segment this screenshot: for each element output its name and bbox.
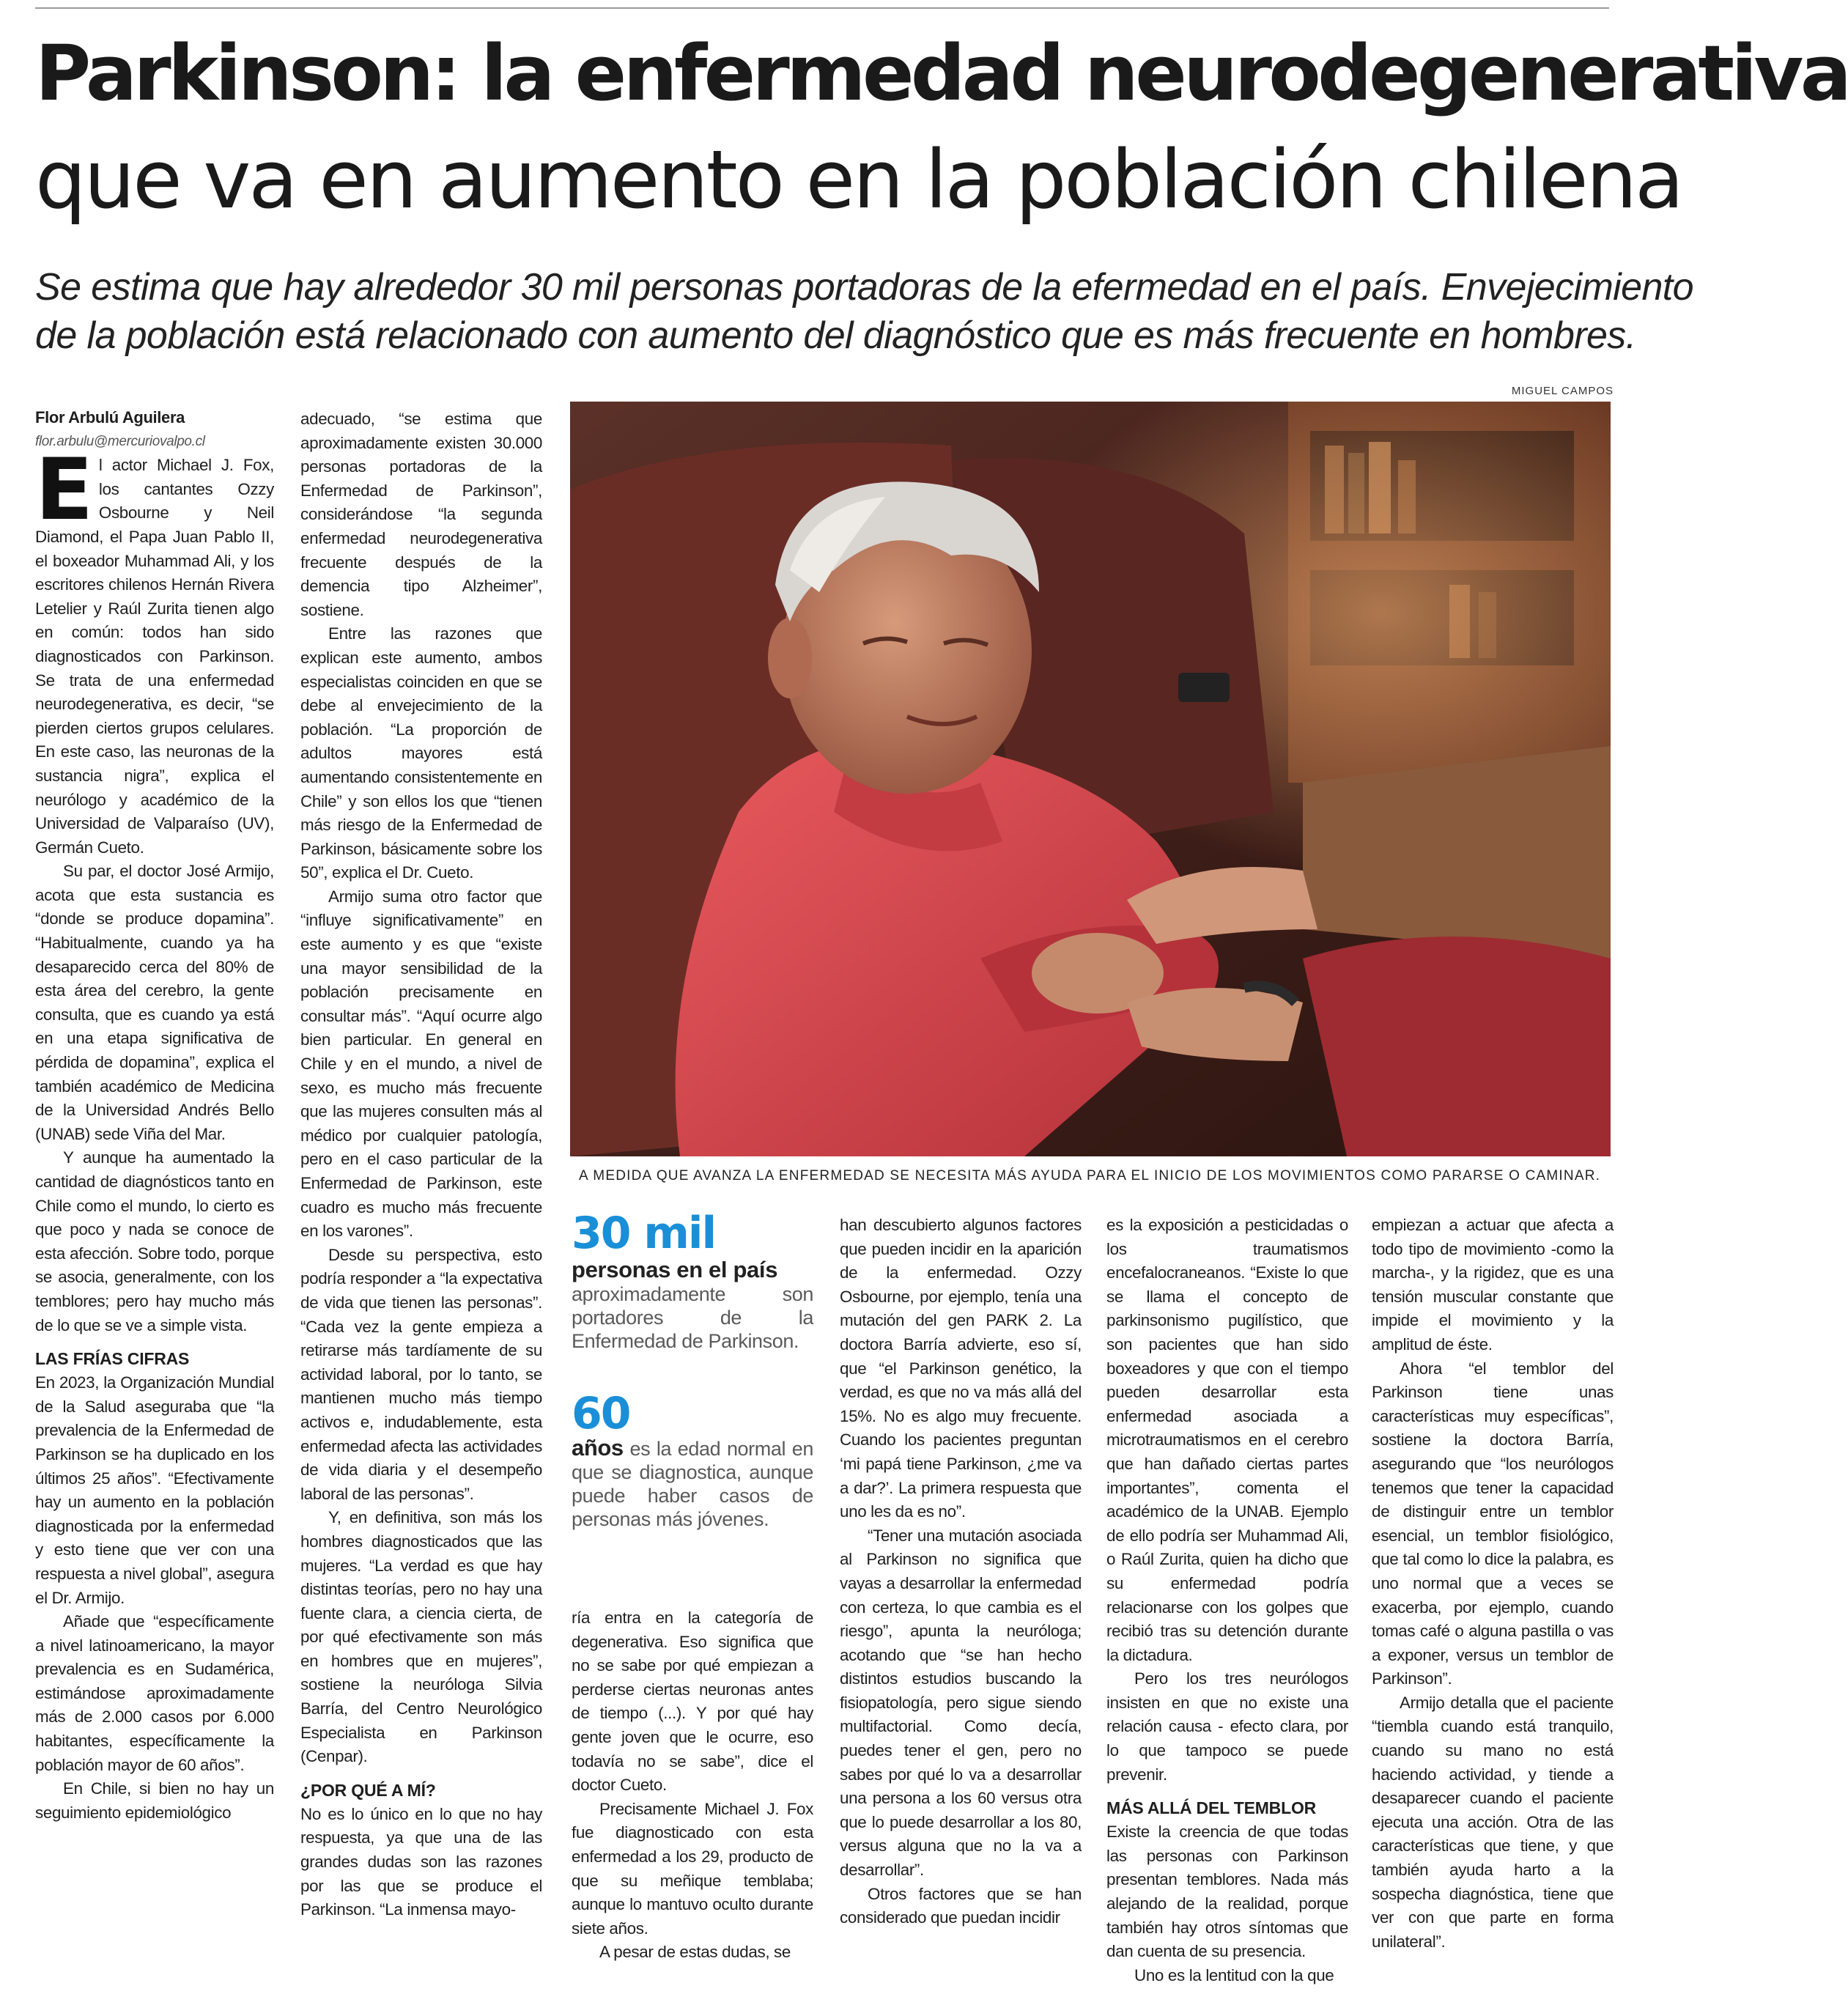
column-4 bbox=[840, 1214, 1082, 1930]
column-3 bbox=[572, 1606, 813, 1965]
column-6 bbox=[1372, 1214, 1614, 1954]
col3-paragraph-1: ría entra en la categoría de degenerativa. Eso significa que no se sabe por qué empiezan a perderse ciertas neuronas antes de tiempo (...). Y por qué hay gente joven que le ocurre, eso todavía no se sabe”, dice el doctor Cueto. bbox=[572, 1609, 813, 1795]
subhead-por-que-a-mi: ¿POR QUÉ A MÍ? bbox=[300, 1780, 436, 1800]
stat-30-mil-text: aproximadamente son portadores de la Enfermedad de Parkinson. bbox=[572, 1283, 813, 1352]
col4-paragraph-1: han descubierto algunos factores que pueden incidir en la aparición de la enfermedad. Ozzy Osbourne, por ejemplo, tenía una mutación del gen PARK 2. La doctora Barría advierte, eso sí, que “el Parkinson genético, la verdad, es que no va más allá del 15%. No es algo muy frecuente. Cuando los pacientes preguntan ‘mi papá tiene Parkinson, ¿me va a dar?’. La primera respuesta que uno les da es no”. bbox=[840, 1216, 1082, 1521]
article-photo bbox=[570, 402, 1611, 1156]
headline-line-1: Parkinson: la enfermedad neurodegenerativa bbox=[35, 29, 1848, 118]
col1-paragraph-5: Añade que “específicamente a nivel latinoamericano, la mayor prevalencia es en Sudamérica, estimándose aproximadamente más de 2.000 casos por 6.000 habitantes, específicamente la población mayor de 60 años”. bbox=[35, 1612, 274, 1774]
col5-paragraph-3: Existe la creencia de que todas las personas con Parkinson presentan temblores. Nada más alejando de la realidad, porque también hay otros síntomas que dan cuenta de su presencia. bbox=[1106, 1823, 1348, 1961]
deck-line-2: de la población está relacionado con aumento del diagnóstico que es más frecuente en hombres. bbox=[35, 314, 1636, 357]
stat-60-text: años es la edad normal en que se diagnostica, aunque puede haber casos de personas más jóvenes. bbox=[572, 1435, 813, 1530]
col3-paragraph-3: A pesar de estas dudas, se bbox=[599, 1943, 791, 1962]
column-1 bbox=[35, 406, 274, 1825]
col1-paragraph-1: El actor Michael J. Fox, los cantantes Ozzy Osbourne y Neil Diamond, el Papa Juan Pablo II, el boxeador Muhammad Ali, y los escritores chilenos Hernán Rivera Letelier y Raúl Zurita tienen algo en común: todos han sido diagnosticados con Parkinson. Se trata de una enfermedad neurodegenerativa, es decir, “se pierden ciertos grupos celulares. En este caso, las neuronas de la sustancia nigra”, explica el neurólogo y académico de la Universidad de Valparaíso (UV), Germán Cueto. bbox=[35, 440, 274, 857]
column-2 bbox=[300, 407, 542, 1922]
col2-paragraph-2: Entre las razones que explican este aumento, ambos especialistas coinciden en que se debe al envejecimiento de la población. “La proporción de adultos mayores está aumentando consistentemente en Chile” y son ellos los que “tienen más riesgo de la Enfermedad de Parkinson, básicamente sobre los 50”, explica el Dr. Cueto. bbox=[300, 624, 542, 882]
deck-line-1: Se estima que hay alrededor 30 mil personas portadoras de la efermedad en el país. Envejecimiento bbox=[35, 266, 1693, 309]
stat-30-mil-lead: personas en el país bbox=[572, 1257, 778, 1282]
col1-paragraph-4: En 2023, la Organización Mundial de la Salud aseguraba que “la prevalencia de la Enfermedad de Parkinson se ha duplicado en los últimos 25 años”. “Efectivamente hay un aumento en la población diagnosticada por la enfermedad y esto tiene que ver con una respuesta a nivel global”, asegura el Dr. Armijo. bbox=[35, 1373, 274, 1607]
photo-illustration bbox=[570, 402, 1611, 1156]
photo-credit: MIGUEL CAMPOS bbox=[1511, 385, 1614, 397]
subhead-las-frias-cifras: LAS FRÍAS CIFRAS bbox=[35, 1349, 190, 1369]
col3-paragraph-2: Precisamente Michael J. Fox fue diagnosticado con esta enfermedad a los 29, producto de que su meñique temblaba; aunque lo mantuvo oculto durante siete años. bbox=[572, 1799, 813, 1938]
col6-paragraph-3: Armijo detalla que el paciente “tiembla cuando está tranquilo, cuando su mano no está haciendo actividad, y tiende a desaparecer cuando el paciente ejecuta una acción. Otra de las características que tiene, y que también ayuda harto a la sospecha diagnóstica, tiene que ver con que parte en forma unilateral”. bbox=[1372, 1693, 1614, 1951]
headline-line-2: que va en aumento en la población chilena bbox=[35, 133, 1682, 226]
stat-30-mil-number: 30 mil bbox=[572, 1208, 716, 1259]
stat-60-number: 60 bbox=[572, 1388, 630, 1439]
subhead-mas-alla-del-temblor: MÁS ALLÁ DEL TEMBLOR bbox=[1106, 1798, 1317, 1818]
col5-paragraph-4: Uno es la lentitud con la que bbox=[1134, 1965, 1334, 1984]
byline-author: Flor Arbulú Aguilera bbox=[35, 408, 185, 427]
col5-paragraph-2: Pero los tres neurólogos insisten en que no existe una relación causa - efecto clara, por lo que tampoco se puede prevenir. bbox=[1106, 1669, 1348, 1784]
col4-paragraph-2: “Tener una mutación asociada al Parkinson no significa que vayas a desarrollar la enfermedad con certeza, lo que cambia es el riesgo”, apunta la neuróloga; acotando que “se han hecho distintos estudios buscando la fisiopatología, pero sigue siendo multifactorial. Como decía, puedes tener el gen, pero no sabes por qué lo va a desarrollar una persona a los 60 versus otra que lo puede desarrollar a los 80, versus alguna que no la va a desarrollar”. bbox=[840, 1526, 1082, 1880]
col4-paragraph-3: Otros factores que se han considerado que puedan incidir bbox=[840, 1884, 1082, 1927]
col2-paragraph-6: No es lo único en lo que no hay respuesta, ya que una de las grandes dudas son las razones por las que se produce el Parkinson. “La inmensa mayo- bbox=[300, 1804, 542, 1919]
column-5 bbox=[1106, 1214, 1348, 1987]
top-rule bbox=[35, 7, 1609, 9]
col2-paragraph-1: adecuado, “se estima que aproximadamente existen 30.000 personas portadoras de la Enfermedad de Parkinson”, considerándose “la segunda enfermedad neurodegenerativa frecuente después de la demencia tipo Alzheimer”, sostiene. bbox=[300, 410, 542, 619]
col2-paragraph-3: Armijo suma otro factor que “influye significativamente” en este aumento y es que “existe una mayor sensibilidad de la población precisamente en consultar más”. “Aquí ocurre algo bien particular. En general en Chile y en el mundo, a nivel de sexo, es mucho más frecuente que las mujeres consulten más al médico por cualquier patología, pero en el caso particular de la Enfermedad de Parkinson, este cuadro es mucho más frecuente en los varones”. bbox=[300, 887, 542, 1241]
col1-paragraph-3: Y aunque ha aumentado la cantidad de diagnósticos tanto en Chile como el mundo, lo cierto es que poco y nada se conoce de esta afección. Sobre todo, porque se asocia, generalmente, con los temblores; pero hay mucho más de lo que se ve a simple vista. bbox=[35, 1148, 274, 1334]
dropcap: E bbox=[35, 440, 93, 540]
col6-paragraph-1: empiezan a actuar que afecta a todo tipo de movimiento -como la marcha-, y la rigidez, que es una tensión muscular constante que impide el movimiento y la amplitud de éste. bbox=[1372, 1216, 1614, 1354]
photo-caption: A MEDIDA QUE AVANZA LA ENFERMEDAD SE NECESITA MÁS AYUDA PARA EL INICIO DE LOS MOVIMIENTOS COMO PARARSE O CAMINAR. bbox=[579, 1168, 1601, 1184]
col1-paragraph-6: En Chile, si bien no hay un seguimiento epidemiológico bbox=[35, 1779, 274, 1822]
col2-paragraph-5: Y, en definitiva, son más los hombres diagnosticados que las mujeres. “La verdad es que hay distintas teorías, pero no hay una fuente clara, a ciencia cierta, de por qué efectivamente son más en hombres que en mujeres”, sostiene la neuróloga Silvia Barría, del Centro Neurológico Especialista en Parkinson (Cenpar). bbox=[300, 1508, 542, 1766]
col1-paragraph-2: Su par, el doctor José Armijo, acota que esta sustancia es “donde se produce dopamina”. “Habitualmente, cuando ya ha desaparecido cerca del 80% de esta área del cerebro, la gente consulta, que es cuando ya está en una etapa significativa de pérdida de dopamina”, explica el también académico de Medicina de la Universidad Andrés Bello (UNAB) sede Viña del Mar. bbox=[35, 862, 274, 1143]
col2-paragraph-4: Desde su perspectiva, esto podría responder a “la expectativa de vida que tienen las personas”. “Cada vez la gente empieza a retirarse más tardíamente de su actividad laboral, por lo tanto, se mantienen mucho más tiempo activos e, indudablemente, esta enfermedad afecta las actividades de vida diaria y el desempeño laboral de las personas”. bbox=[300, 1245, 542, 1503]
col6-paragraph-2: Ahora “el temblor del Parkinson tiene unas características muy específicas”, sostiene la doctora Barría, asegurando que “los neurólogos tenemos que tener la capacidad de distinguir entre un temblor esencial, un temblor fisiológico, que tal como lo dice la palabra, es uno normal que a veces se exacerba, por ejemplo, cuando tomas café o alguna pastilla o vas a exponer, versus un temblor de Parkinson”. bbox=[1372, 1359, 1614, 1688]
col5-paragraph-1: es la exposición a pesticidadas o los traumatismos encefalocraneanos. “Existe lo que se llama el concepto de parkinsonismo pugilístico, que son pacientes que han sido boxeadores y que con el tiempo pueden desarrollar esta enfermedad asociada a microtraumatismos en el cerebro que han dañado ciertas partes importantes”, comenta el académico de la UNAB. Ejemplo de ello podría ser Muhammad Ali, o Raúl Zurita, quien ha dicho que su enfermedad podría relacionarse con los golpes que recibió tras su detención durante la dictadura. bbox=[1106, 1216, 1348, 1664]
byline-email[interactable]: flor.arbulu@mercuriovalpo.cl bbox=[35, 433, 205, 449]
stats-box bbox=[572, 1208, 813, 1531]
